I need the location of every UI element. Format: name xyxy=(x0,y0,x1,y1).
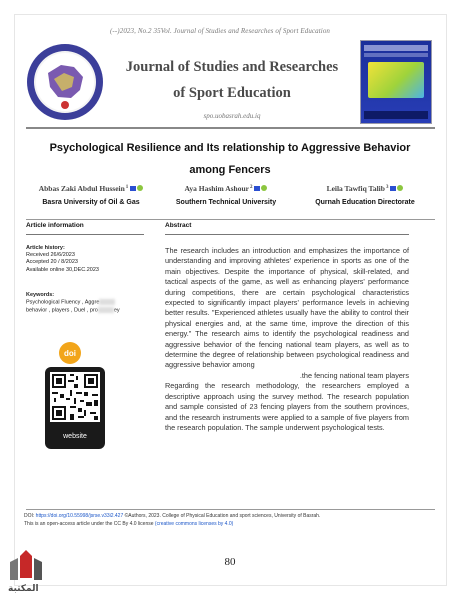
license-link[interactable]: (creative commons licenses by 4.0) xyxy=(154,521,234,527)
journal-header xyxy=(24,40,436,126)
journal-title-line2: of Sport Education xyxy=(173,85,291,101)
header-divider xyxy=(26,127,435,129)
author-divider xyxy=(26,219,435,220)
running-head: (--)2023, No.2 35Vol. Journal of Studies and Researches of Sport Education xyxy=(110,27,331,35)
history-online: Available online 30,DEC.2023 xyxy=(26,266,99,273)
footnote xyxy=(24,512,424,528)
author-3-name: Leila Tawfiq Talib xyxy=(326,184,385,193)
doi-icon[interactable]: doi xyxy=(59,342,81,364)
abstract-rule xyxy=(165,234,409,235)
email-icon[interactable] xyxy=(254,186,260,191)
history-accepted: Accepted 20 / 8/2023 xyxy=(26,259,78,266)
email-icon[interactable] xyxy=(390,186,396,191)
article-info-rule xyxy=(26,234,144,235)
author-2-affiliation: Southern Technical University xyxy=(175,199,277,206)
watermark-text: المكتبة xyxy=(8,584,39,594)
blurred-text xyxy=(98,307,114,313)
page-number: 80 xyxy=(224,556,236,568)
email-icon[interactable] xyxy=(130,186,136,191)
keywords xyxy=(26,292,138,315)
blurred-text xyxy=(99,299,115,305)
article-info-heading: Article information xyxy=(26,222,84,229)
orcid-icon[interactable] xyxy=(261,185,267,191)
doi-prefix: DOI: xyxy=(24,513,36,519)
footer-divider xyxy=(26,509,435,510)
author-3-affiliation: Qurnah Education Directorate xyxy=(315,199,415,206)
orcid-icon[interactable] xyxy=(137,185,143,191)
abstract-paragraph-2: Regarding the research methodology, the researchers employed a descriptive approach using the survey method. The research population and sample consisted of 23 fencing players from the southern provinces, and the research instruments were applied to a sample of five players from the research population. The sample underwent psychological tests. xyxy=(165,381,409,432)
qr-label: website xyxy=(63,433,87,440)
license-prefix: This is an open-access article under the CC By 4.0 license xyxy=(24,521,155,527)
keywords-line2: behavior , players , Duel , pro xyxy=(26,307,98,314)
abstract-heading: Abstract xyxy=(165,222,192,229)
author-2-name: Aya Hashim Ashour xyxy=(184,184,249,193)
author-1-sup: 1 xyxy=(125,184,129,190)
author-3 xyxy=(298,184,432,206)
journal-logo-icon xyxy=(26,43,104,121)
article-history xyxy=(26,245,99,274)
journal-url[interactable]: spo.uobasrah.edu.iq xyxy=(203,112,261,120)
qr-code-icon xyxy=(50,372,100,422)
author-1-name: Abbas Zaki Abdul Hussein xyxy=(38,184,125,193)
author-1 xyxy=(26,184,156,206)
keywords-line2-tail: ey xyxy=(113,307,120,314)
author-1-affiliation: Basra University of Oil & Gas xyxy=(42,199,140,206)
abstract-paragraph-1: The research includes an introduction and emphasizes the importance of understanding and improving athletes' experience in sports as one of the main objectives. Despite the importance of physical, skill-related, and tactical aspects of the game, as well as enhancing players' performance during competitions, there are certain psychological characteristics expected to significantly impact players' performance levels in achieving better results. "Experienced athletes usually have the ability to control their physical energies and, at the same time, improve the direction of this energy." The research aims to identify the psychological readiness and aggressive behavior of the fencing national team players, as well as to determine the degree of relationship between psychological readiness and aggressive behavior among xyxy=(165,246,409,370)
library-watermark xyxy=(2,548,50,594)
author-2 xyxy=(161,184,291,206)
history-received: Received 26/6/2023 xyxy=(26,252,75,259)
author-2-sup: 2 xyxy=(249,184,253,190)
orcid-icon[interactable] xyxy=(397,185,403,191)
paper-title-line2: among Fencers xyxy=(189,164,271,176)
qr-code-card[interactable] xyxy=(45,367,105,449)
author-block xyxy=(26,184,436,214)
author-3-sup: 3 xyxy=(385,184,389,190)
history-heading: Article history: xyxy=(26,245,65,251)
doi-suffix: ©Authors, 2023. College of Physical Education and sport sciences, University of Basrah. xyxy=(123,513,321,519)
journal-title xyxy=(104,56,360,104)
abstract-text xyxy=(165,246,409,433)
doi-link[interactable]: https://doi.org/10.55998/jsrse.v33i2.427 xyxy=(35,513,124,519)
library-logo-icon xyxy=(2,548,50,584)
journal-title-line1: Journal of Studies and Researches xyxy=(125,59,339,75)
journal-cover-image xyxy=(360,40,432,124)
paper-title-line1: Psychological Resilience and Its relationship to Aggressive Behavior xyxy=(49,142,411,154)
abstract-paragraph-1-end: .the fencing national team players xyxy=(299,370,409,380)
keywords-heading: Keywords: xyxy=(26,292,55,298)
paper-title xyxy=(30,137,430,181)
keywords-line1: Psychological Fluency , Aggre xyxy=(26,299,100,306)
